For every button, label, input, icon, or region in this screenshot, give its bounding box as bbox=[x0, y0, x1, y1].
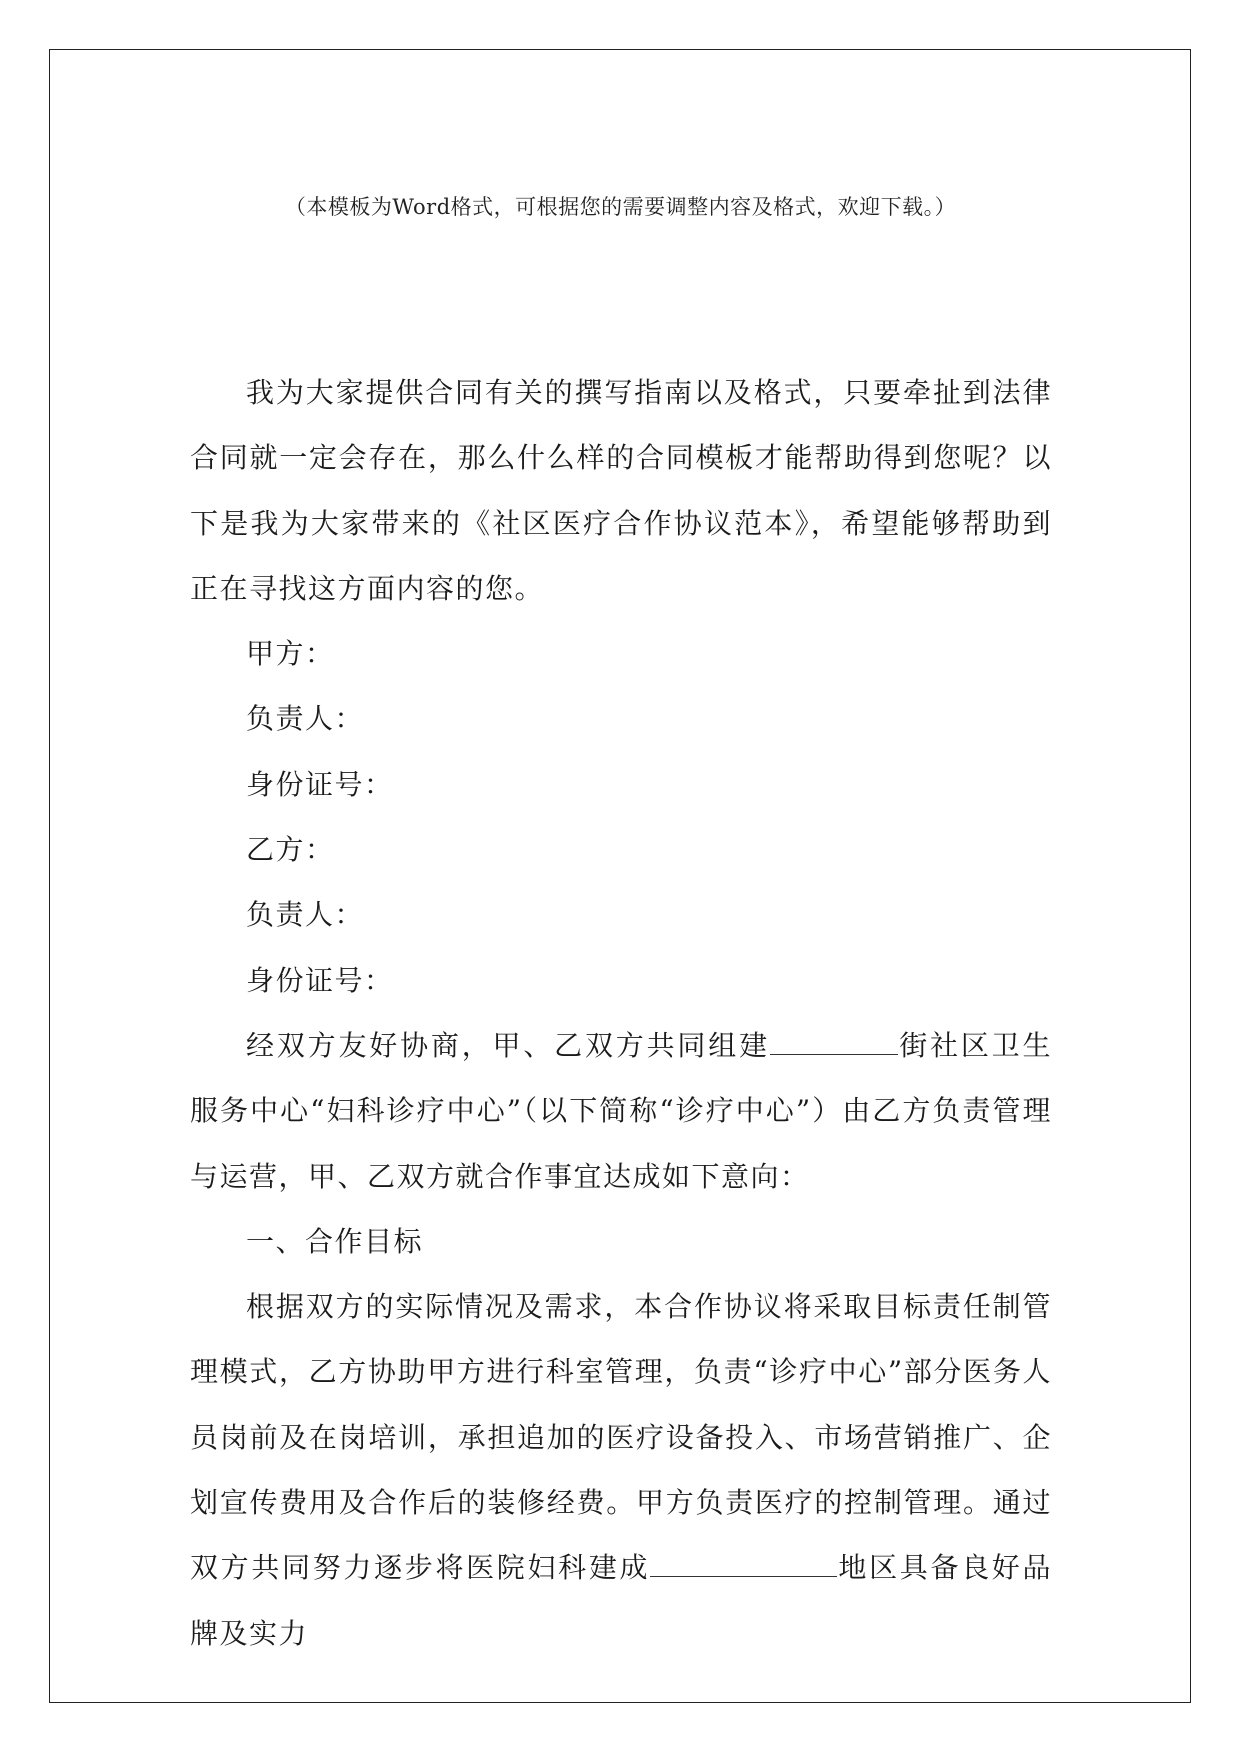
agreement-text-start: 经双方友好协商，甲、乙双方共同组建 bbox=[246, 1028, 770, 1062]
party-b-id-number: 身份证号： bbox=[246, 963, 394, 997]
section-heading-cooperation-goal: 一、合作目标 bbox=[246, 1224, 424, 1258]
party-a-representative: 负责人： bbox=[246, 702, 365, 736]
goal-paragraph bbox=[190, 1274, 1052, 1666]
goal-text-start: 根据双方的实际情况及需求，本合作协议将采取目标责任制管理模式，乙方协助甲方进行科室管理，负责“诊疗中心”部分医务人员岗前及在岗培训，承担追加的医疗设备投入、市场营销推广、企划宣传费用及合作后的装修经费。甲方负责医疗的控制管理。通过双方共同努力逐步将医院妇科建成 bbox=[190, 1290, 1052, 1585]
party-b-label: 乙方： bbox=[246, 833, 335, 867]
document-body bbox=[190, 360, 1052, 1666]
template-note: （本模板为Word格式，可根据您的需要调整内容及格式，欢迎下载。） bbox=[284, 195, 957, 219]
intro-paragraph: 我为大家提供合同有关的撰写指南以及格式，只要牵扯到法律合同就一定会存在，那么什么样的合同模板才能帮助得到您呢？以下是我为大家带来的《社区医疗合作协议范本》，希望能够帮助到正在寻找这方面内容的您。 bbox=[190, 376, 1052, 605]
agreement-text-end: 街社区卫生服务中心“妇科诊疗中心”（以下简称“诊疗中心”）由乙方负责管理与运营，甲、乙双方就合作事宜达成如下意向： bbox=[190, 1028, 1052, 1193]
party-a-label: 甲方： bbox=[246, 637, 335, 671]
region-name-blank bbox=[650, 1548, 837, 1577]
party-b-representative: 负责人： bbox=[246, 898, 365, 932]
agreement-paragraph bbox=[190, 1013, 1052, 1209]
party-a-id-number: 身份证号： bbox=[246, 767, 394, 801]
goal-text-end: 地区具备良好品牌及实力 bbox=[190, 1551, 1052, 1650]
street-name-blank bbox=[770, 1026, 898, 1055]
